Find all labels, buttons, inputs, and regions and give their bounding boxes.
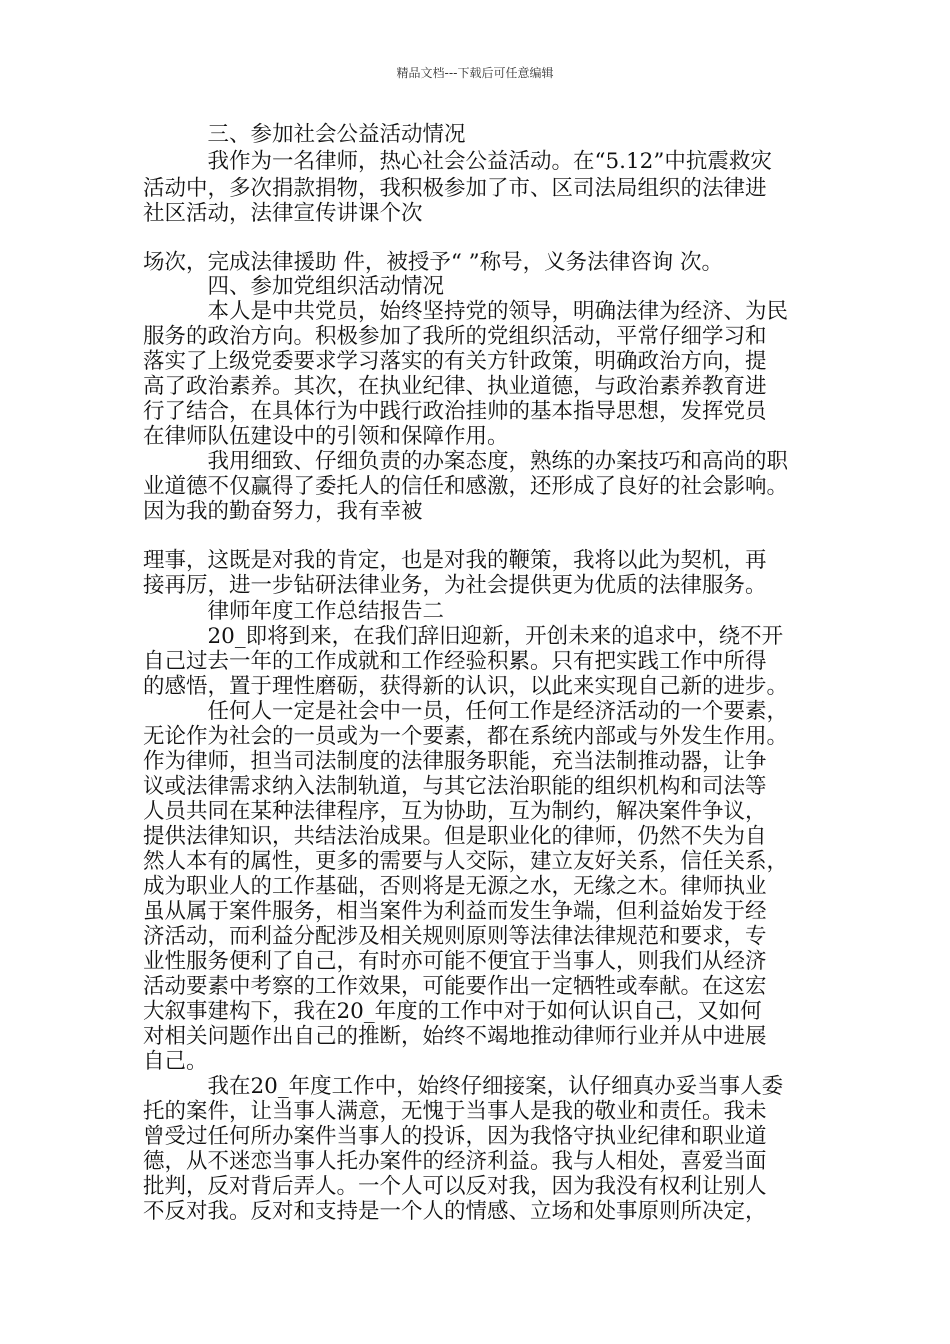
text-line: 自己。: [143, 1049, 208, 1074]
text-line: 在律师队伍建设中的引领和保障作用。: [143, 424, 509, 449]
text-line: 三、参加社会公益活动情况: [143, 122, 466, 147]
text-line: 服务的政治方向。积极参加了我所的党组织活动，平常仔细学习和: [143, 324, 767, 349]
text-line: 活动中，多次捐款捐物，我积极参加了市、区司法局组织的法律进: [143, 176, 767, 201]
text-line: 作为律师，担当司法制度的法律服务职能，充当法制推动器，让争: [143, 749, 767, 774]
text-line: 我在20_年度工作中，始终仔细接案，认仔细真办妥当事人委: [143, 1074, 784, 1099]
text-line: 人员共同在某种法律程序，互为协助，互为制约，解决案件争议，: [143, 799, 767, 824]
text-line: 场次，完成法律援助 件，被授予“ ”称号，义务法律咨询 次。: [143, 250, 723, 275]
page-header: 精品文档---下载后可任意编辑: [396, 66, 554, 80]
text-line: 然人本有的属性，更多的需要与人交际，建立友好关系，信任关系，: [143, 849, 789, 874]
text-line: 提供法律知识，共结法治成果。但是职业化的律师，仍然不失为自: [143, 824, 767, 849]
text-line: 对相关问题作出自己的推断，始终不竭地推动律师行业并从中进展: [143, 1024, 767, 1049]
text-line: 批判，反对背后弄人。一个人可以反对我，因为我没有权利让别人: [143, 1174, 767, 1199]
text-line: 无论作为社会的一员或为一个要素，都在系统内部或与外发生作用。: [143, 724, 789, 749]
text-line: 济活动，而利益分配涉及相关规则原则等法律法律规范和要求，专: [143, 924, 767, 949]
text-line: 曾受过任何所办案件当事人的投诉，因为我恪守执业纪律和职业道: [143, 1124, 767, 1149]
text-line: 20_即将到来，在我们辞旧迎新，开创未来的追求中，绕不开: [143, 624, 784, 649]
text-line: 接再厉，进一步钻研法律业务，为社会提供更为优质的法律服务。: [143, 573, 767, 598]
text-line: 落实了上级党委要求学习落实的有关方针政策，明确政治方向，提: [143, 349, 767, 374]
text-line: 我作为一名律师，热心社会公益活动。在“5.12”中抗震救灾: [143, 149, 772, 174]
text-line: 因为我的勤奋努力，我有幸被: [143, 499, 423, 524]
text-line: 议或法律需求纳入法制轨道，与其它法治职能的组织机构和司法等: [143, 774, 767, 799]
text-line: 律师年度工作总结报告二: [143, 599, 445, 624]
text-line: 理事，这既是对我的肯定，也是对我的鞭策，我将以此为契机，再: [143, 548, 767, 573]
text-line: 活动要素中考察的工作效果，可能要作出一定牺牲或奉献。在这宏: [143, 974, 767, 999]
text-line: 社区活动，法律宣传讲课个次: [143, 201, 423, 226]
text-line: 业性服务便利了自己，有时亦可能不便宜于当事人，则我们从经济: [143, 949, 767, 974]
text-line: 的感悟，置于理性磨砺，获得新的认识，以此来实现自己新的进步。: [143, 674, 789, 699]
text-line: 行了结合，在具体行为中践行政治挂帅的基本指导思想，发挥党员: [143, 399, 767, 424]
text-line: 本人是中共党员，始终坚持党的领导，明确法律为经济、为民: [143, 299, 789, 324]
text-line: 托的案件，让当事人满意，无愧于当事人是我的敬业和责任。我未: [143, 1099, 767, 1124]
text-line: 虽从属于案件服务，相当案件为利益而发生争端，但利益始发于经: [143, 899, 767, 924]
text-line: 高了政治素养。其次，在执业纪律、执业道德，与政治素养教育进: [143, 374, 767, 399]
text-line: 四、参加党组织活动情况: [143, 274, 445, 299]
text-line: 成为职业人的工作基础，否则将是无源之水，无缘之木。律师执业: [143, 874, 767, 899]
text-line: 不反对我。反对和支持是一个人的情感、立场和处事原则所决定，: [143, 1199, 767, 1224]
text-line: 任何人一定是社会中一员，任何工作是经济活动的一个要素，: [143, 699, 789, 724]
text-line: 业道德不仅赢得了委托人的信任和感激，还形成了良好的社会影响。: [143, 474, 789, 499]
text-line: 自己过去一年的工作成就和工作经验积累。只有把实践工作中所得: [143, 649, 767, 674]
text-line: 我用细致、仔细负责的办案态度，熟练的办案技巧和高尚的职: [143, 449, 789, 474]
text-line: 德，从不迷恋当事人托办案件的经济利益。我与人相处，喜爱当面: [143, 1149, 767, 1174]
text-line: 大叙事建构下，我在20_年度的工作中对于如何认识自己，又如何: [143, 999, 762, 1024]
